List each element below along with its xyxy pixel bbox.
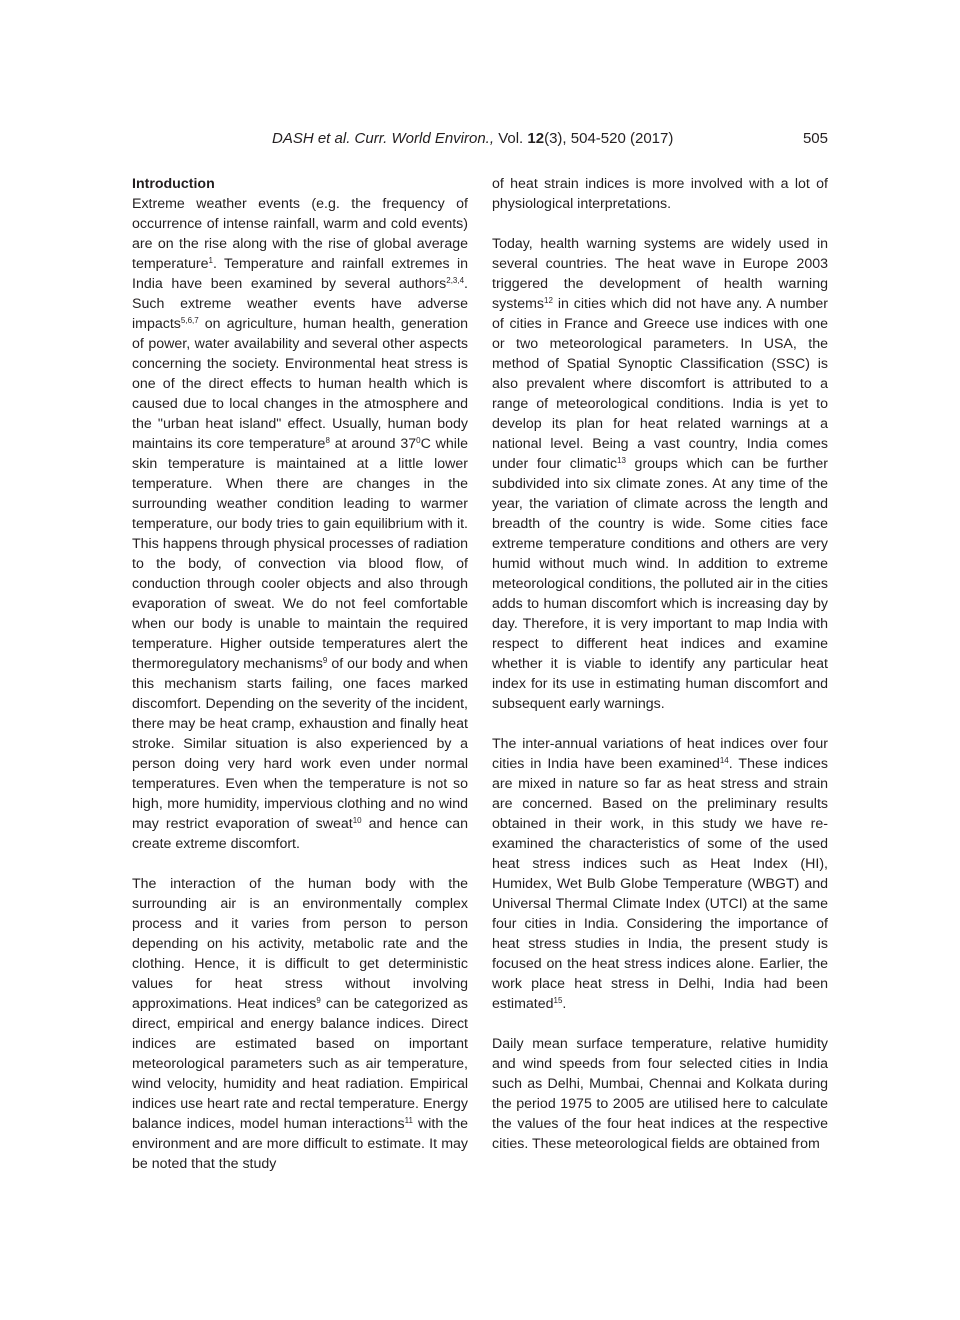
citation-ref: 9 <box>316 996 321 1005</box>
citation-ref: 13 <box>617 456 627 465</box>
citation-ref: 11 <box>404 1116 413 1125</box>
citation <box>272 129 673 149</box>
paragraph: Extreme weather events (e.g. the frequency of occurrence of intense rainfall, warm and cold events) are on the rise along with the rise of global average temperature$^1$. Temperature and rainfall extremes in India have been examined by several authors$^{2,3,4}$. Such extreme weather events have adverse impacts$^{5,6,7}$ on agriculture, human health, generation of power, water availability and several other aspects concerning the society. Environmental heat stress is one of the direct effects to human health which is caused due to local changes in the atmosphere and the "urban heat island" effect. Usually, human body maintains its core temperature$^8$ at around $37^0C$ while skin temperature is maintained at a little lower temperature. When there are changes in the surrounding weather condition leading to warmer temperature, our body tries to gain equilibrium with it. This happens through physical processes of radiation to the body, of convection via blood flow, of conduction through cooler objects and also through evaporation of sweat. We do not feel comfortable when our body is unable to maintain the required temperature. Higher outside temperatures alert the thermoregulatory mechanisms$^9$ of our body and when this mechanism starts failing, one faces marked discomfort. Depending on the severity of the incident, there may be heat cramp, exhaustion and finally heat stroke. Similar situation is also experienced by a person doing very hard work even under normal temperatures. Even when the temperature is not so high, more humidity, impervious clothing and no wind may restrict evaporation of sweat$^{10}$ and hence can create extreme discomfort. <box>132 196 469 852</box>
citation-ref: 1 <box>208 256 213 265</box>
paragraph: Today, health warning systems are widely used in several countries. The heat wave in Europe 2003 triggered the development of health warning systems$^{12}$ in cities which did not have any. A number of cities in France and Greece use indices with one or two meteorological parameters. In USA, the method of Spatial Synoptic Classification (SSC) is also prevalent where discomfort is attributed to a range of meteorological conditions. India is yet to develop its plan for heat related warnings at a national level. Being a vast country, India comes under four climatic$^{13}$ groups which can be further subdivided into six climate zones. At any time of the year, the variation of climate across the length and breadth of the country is wide. Some cities face extreme temperature conditions and others are very humid without much wind. In addition to extreme meteorological conditions, the polluted air in the cities adds to human discomfort which is increasing day by day. Therefore, it is very important to map India with respect to different heat indices and examine whether it is viable to identify any particular heat index for its use in estimating human discomfort and subsequent early warnings. <box>492 236 828 712</box>
citation-ref: 15 <box>553 996 563 1005</box>
running-header <box>132 129 828 149</box>
volume-label: Vol. <box>498 130 524 147</box>
citation-ref: 5,6,7 <box>180 316 199 325</box>
paragraph: of heat strain indices is more involved with a lot of physiological interpretations. <box>492 176 828 212</box>
left-column <box>132 174 468 1194</box>
issue-pages: (3), 504-520 (2017) <box>544 130 674 147</box>
degree-mark: 0 <box>416 436 421 445</box>
paragraph: The inter-annual variations of heat indices over four cities in India have been examined$^{14}$. These indices are mixed in nature so far as heat stress and strain are concerned. Based on the preliminary results obtained in their work, in this study we have re-examined the characteristics of some of the used heat stress indices such as Heat Index (HI), Humidex, Wet Bulb Globe Temperature (WBGT) and Universal Thermal Climate Index (UTCI) at the same four cities in India. Considering the importance of heat stress studies in India, the present study is focused on the heat stress indices alone. Earlier, the work place heat stress in Delhi, India had been estimated$^{15}$. <box>492 736 828 1012</box>
citation-ref: 9 <box>322 656 328 665</box>
citation-ref: 2,3,4 <box>446 276 465 285</box>
citation-ref: 8 <box>325 436 330 445</box>
right-column <box>492 174 828 1174</box>
volume-number: 12 <box>527 130 545 147</box>
paragraph: Daily mean surface temperature, relative humidity and wind speeds from four selected cities in India such as Delhi, Mumbai, Chennai and Kolkata during the period 1975 to 2005 are utilised here to calculate the values of the four heat indices at the respective cities. These meteorological fields are obtained from <box>492 1036 828 1152</box>
section-heading: Introduction <box>132 176 215 192</box>
citation-ref: 10 <box>352 816 362 825</box>
authors: DASH et al. <box>272 130 351 147</box>
citation-ref: 14 <box>719 756 729 765</box>
citation-ref: 12 <box>544 296 553 305</box>
page-number: 505 <box>802 130 828 147</box>
journal-name: Curr. World Environ., <box>354 130 495 147</box>
paragraph: The interaction of the human body with the surrounding air is an environmentally complex process and it varies from person to person depending on his activity, metabolic rate and the clothing. Hence, it is difficult to get deterministic values for heat stress without involving approximations. Heat indices$^9$ can be categorized as direct, empirical and energy balance indices. Direct indices are estimated based on important meteorological parameters such as air temperature, wind velocity, humidity and heat radiation. Empirical indices use heart rate and rectal temperature. Energy balance indices, model human interactions$^{11}$ with the environment and are more difficult to estimate. It may be noted that the study <box>132 876 468 1172</box>
